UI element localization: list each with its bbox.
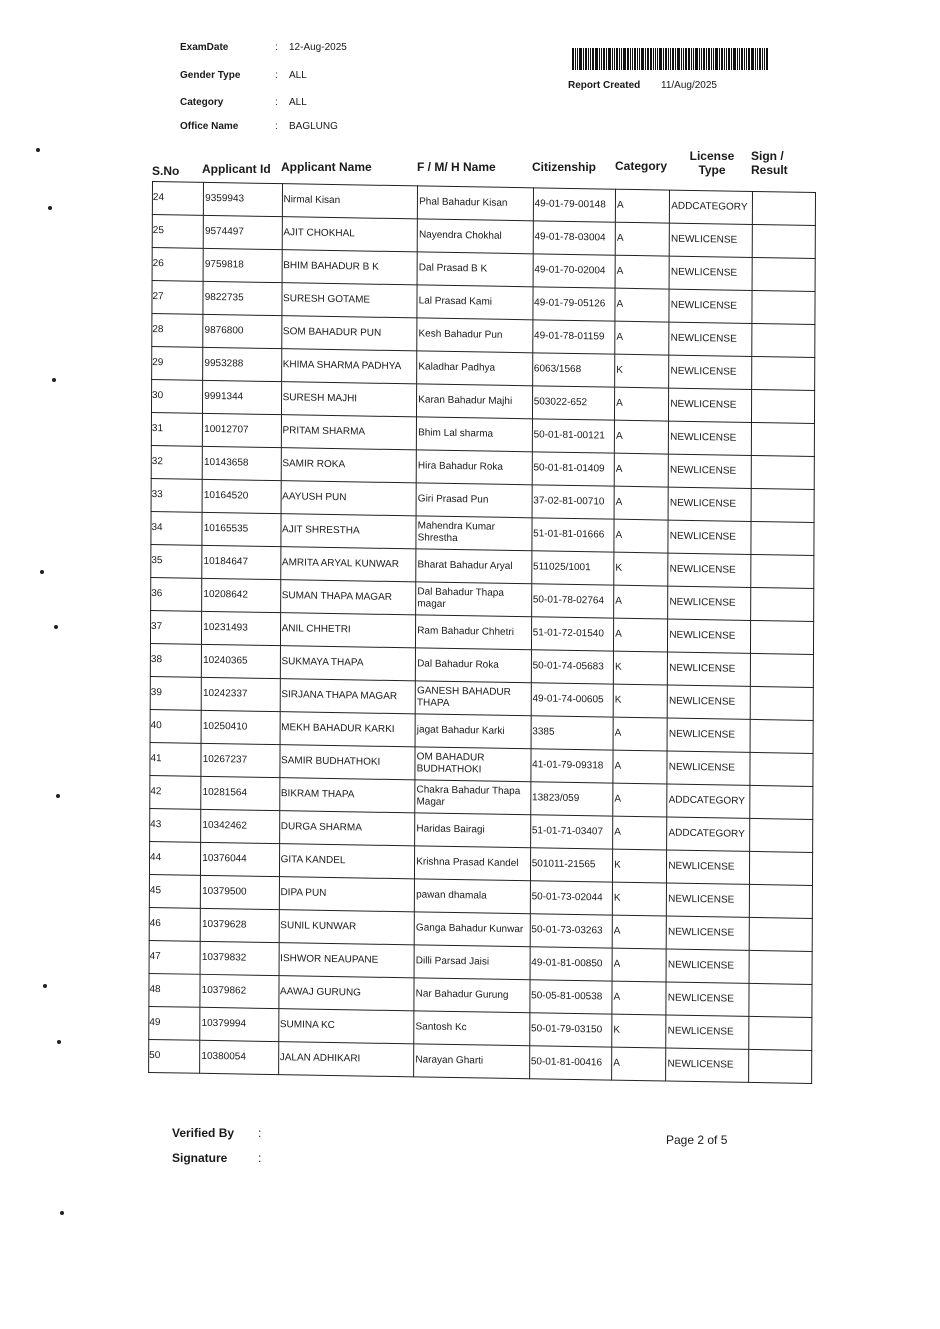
header-license-type <box>688 149 736 177</box>
row-license-type: NEWLICENSE <box>669 256 752 290</box>
row-applicant-name: SUNIL KUNWAR <box>279 910 415 945</box>
header-parent-name: F / M/ H Name <box>417 160 496 174</box>
row-parent-name: Nar Bahadur Gurung <box>414 978 530 1013</box>
row-applicant-name: SURESH GOTAME <box>281 283 417 318</box>
row-sno: 37 <box>150 610 201 644</box>
report-created-label: Report Created <box>568 80 641 91</box>
row-applicant-name: AAWAJ GURUNG <box>278 976 414 1011</box>
row-applicant-id: 9991344 <box>203 380 281 414</box>
row-sno: 29 <box>152 346 203 380</box>
row-citizenship: 51-01-81-01666 <box>532 518 615 552</box>
row-citizenship: 49-01-81-00850 <box>530 947 613 981</box>
row-citizenship: 50-01-79-03150 <box>529 1013 612 1047</box>
row-category: A <box>614 486 668 520</box>
row-citizenship: 37-02-81-00710 <box>532 485 615 519</box>
row-category: A <box>612 948 666 982</box>
signature-row <box>172 1151 261 1176</box>
row-category: A <box>614 585 668 619</box>
row-category: K <box>613 651 667 685</box>
row-category: A <box>613 717 667 751</box>
row-category: A <box>614 420 668 454</box>
row-applicant-name: SAMIR BUDHATHOKI <box>279 745 415 780</box>
row-sno: 26 <box>152 248 203 282</box>
row-citizenship: 49-01-78-03004 <box>533 221 616 255</box>
row-sno: 30 <box>151 379 202 413</box>
row-sno: 44 <box>149 841 200 875</box>
row-citizenship: 49-01-79-05126 <box>533 287 616 321</box>
category-value: ALL <box>289 97 307 108</box>
row-citizenship: 50-01-81-01409 <box>532 452 615 486</box>
row-category: A <box>615 189 669 223</box>
row-applicant-name: JALAN ADHIKARI <box>278 1042 414 1077</box>
row-applicant-id: 10143658 <box>202 446 280 480</box>
row-category: K <box>612 1014 666 1048</box>
row-parent-name: Dal Bahadur Roka <box>416 648 532 683</box>
row-parent-name: jagat Bahadur Karki <box>415 714 531 749</box>
row-sno: 49 <box>149 1006 200 1040</box>
row-category: K <box>613 684 667 718</box>
row-category: A <box>613 783 667 817</box>
row-license-type: NEWLICENSE <box>666 1015 749 1049</box>
header-license-line2: Type <box>698 163 726 177</box>
row-applicant-name: SUMAN THAPA MAGAR <box>280 580 416 615</box>
colon: : <box>275 42 278 53</box>
row-sign-result <box>749 785 813 819</box>
row-sign-result <box>751 488 815 522</box>
row-applicant-name: SURESH MAJHI <box>281 382 417 417</box>
row-applicant-id: 9876800 <box>203 314 281 348</box>
row-license-type: NEWLICENSE <box>669 289 752 323</box>
row-sign-result <box>750 686 814 720</box>
row-sign-result <box>749 884 813 918</box>
row-sign-result <box>751 389 815 423</box>
row-sno: 43 <box>150 808 201 842</box>
row-sno: 34 <box>151 511 202 545</box>
row-applicant-name: SUKMAYA THAPA <box>280 646 416 681</box>
row-applicant-id: 10281564 <box>201 776 279 810</box>
row-applicant-id: 10342462 <box>201 809 279 843</box>
row-sign-result <box>750 620 814 654</box>
row-parent-name: Narayan Gharti <box>414 1044 530 1079</box>
row-applicant-name: KHIMA SHARMA PADHYA <box>281 349 417 384</box>
barcode <box>572 48 784 70</box>
colon: : <box>275 121 278 132</box>
row-category: A <box>612 915 666 949</box>
header-sno: S.No <box>152 164 180 178</box>
category-label: Category <box>180 97 224 108</box>
row-parent-name: Lal Prasad Kami <box>417 285 533 320</box>
row-sign-result <box>749 851 813 885</box>
gender-row <box>180 70 347 97</box>
row-sno: 50 <box>149 1039 200 1073</box>
row-license-type: NEWLICENSE <box>667 751 750 785</box>
verified-by-row <box>172 1126 261 1151</box>
row-parent-name: Kesh Bahadur Pun <box>417 318 533 353</box>
row-license-type: NEWLICENSE <box>668 619 751 653</box>
row-license-type: NEWLICENSE <box>669 355 752 389</box>
row-sno: 46 <box>149 907 200 941</box>
row-applicant-id: 10242337 <box>201 677 279 711</box>
row-citizenship: 50-01-74-05683 <box>531 650 614 684</box>
row-applicant-name: SUMINA KC <box>278 1009 414 1044</box>
row-applicant-id: 9359943 <box>204 182 282 216</box>
row-sign-result <box>748 1016 812 1050</box>
row-sno: 41 <box>150 742 201 776</box>
row-applicant-id: 10012707 <box>203 413 281 447</box>
row-sign-result <box>752 191 816 225</box>
row-citizenship: 50-01-78-02764 <box>531 584 614 618</box>
row-parent-name: Kaladhar Padhya <box>417 351 533 386</box>
row-sign-result <box>751 323 815 357</box>
row-applicant-id: 10165535 <box>202 512 280 546</box>
row-applicant-name: AAYUSH PUN <box>281 481 417 516</box>
row-applicant-id: 9759818 <box>203 248 281 282</box>
row-applicant-name: BIKRAM THAPA <box>279 778 415 813</box>
row-sign-result <box>752 224 816 258</box>
row-applicant-id: 10379862 <box>200 974 278 1008</box>
row-parent-name: Ram Bahadur Chhetri <box>416 615 532 650</box>
row-sign-result <box>751 422 815 456</box>
row-citizenship: 50-01-73-02044 <box>530 881 613 915</box>
row-license-type: NEWLICENSE <box>669 322 752 356</box>
row-license-type: NEWLICENSE <box>666 949 749 983</box>
row-citizenship: 50-01-73-03263 <box>530 914 613 948</box>
row-category: A <box>615 255 669 289</box>
row-applicant-name: DIPA PUN <box>279 877 415 912</box>
row-license-type: NEWLICENSE <box>669 223 752 257</box>
row-parent-name: Dal Prasad B K <box>417 252 533 287</box>
row-applicant-name: MEKH BAHADUR KARKI <box>280 712 416 747</box>
header-category: Category <box>615 159 668 173</box>
row-parent-name: Phal Bahadur Kisan <box>418 186 534 221</box>
row-parent-name: Bharat Bahadur Aryal <box>416 549 532 584</box>
row-sno: 25 <box>152 215 203 249</box>
row-sign-result <box>750 653 814 687</box>
office-value: BAGLUNG <box>289 121 338 132</box>
header-citizenship: Citizenship <box>532 160 597 174</box>
row-sno: 47 <box>149 940 200 974</box>
row-license-type: NEWLICENSE <box>667 685 750 719</box>
row-parent-name: GANESH BAHADUR THAPA <box>415 681 531 716</box>
table-header <box>150 148 822 182</box>
row-citizenship: 51-01-71-03407 <box>530 815 613 849</box>
header-sign-line2: Result <box>751 163 788 177</box>
header-license-line1: License <box>689 149 735 163</box>
row-license-type: NEWLICENSE <box>668 586 751 620</box>
exam-date-value: 12-Aug-2025 <box>289 42 347 53</box>
row-category: K <box>612 882 666 916</box>
row-sno: 39 <box>150 676 201 710</box>
row-license-type: NEWLICENSE <box>666 982 749 1016</box>
row-citizenship: 501011-21565 <box>530 848 613 882</box>
office-label: Office Name <box>180 121 239 132</box>
row-category: K <box>615 354 669 388</box>
row-sign-result <box>748 1049 812 1083</box>
row-category: A <box>614 453 668 487</box>
row-citizenship: 50-01-81-00416 <box>529 1046 612 1080</box>
row-parent-name: Karan Bahadur Majhi <box>417 384 533 419</box>
gender-value: ALL <box>289 70 307 81</box>
row-applicant-name: SIRJANA THAPA MAGAR <box>280 679 416 714</box>
row-category: A <box>614 618 668 652</box>
colon: : <box>275 97 278 108</box>
row-sign-result <box>750 587 814 621</box>
row-applicant-name: BHIM BAHADUR B K <box>282 250 418 285</box>
header-sign-line1: Sign / <box>751 149 784 163</box>
row-parent-name: Chakra Bahadur Thapa Magar <box>415 780 531 815</box>
row-license-type: NEWLICENSE <box>667 883 750 917</box>
row-parent-name: Krishna Prasad Kandel <box>415 846 531 881</box>
row-citizenship: 50-01-81-00121 <box>532 419 615 453</box>
row-category: A <box>615 288 669 322</box>
row-license-type: ADDCATEGORY <box>667 817 750 851</box>
exam-date-row <box>180 42 347 70</box>
row-sno: 28 <box>152 313 203 347</box>
row-sign-result <box>750 719 814 753</box>
row-sign-result <box>749 818 813 852</box>
row-parent-name: pawan dhamala <box>414 879 530 914</box>
row-parent-name: OM BAHADUR BUDHATHOKI <box>415 747 531 782</box>
row-citizenship: 50-05-81-00538 <box>530 980 613 1014</box>
row-citizenship: 51-01-72-01540 <box>531 617 614 651</box>
row-license-type: NEWLICENSE <box>667 850 750 884</box>
row-category: K <box>613 849 667 883</box>
row-license-type: NEWLICENSE <box>668 454 751 488</box>
row-sno: 24 <box>152 182 203 216</box>
row-category: A <box>615 222 669 256</box>
row-parent-name: Santosh Kc <box>414 1011 530 1046</box>
row-sign-result <box>750 752 814 786</box>
row-sno: 32 <box>151 445 202 479</box>
row-parent-name: Dilli Parsad Jaisi <box>414 945 530 980</box>
row-citizenship: 511025/1001 <box>531 551 614 585</box>
row-sno: 36 <box>151 577 202 611</box>
row-applicant-id: 10250410 <box>201 710 279 744</box>
row-applicant-id: 10184647 <box>202 545 280 579</box>
signature-label: Signature <box>172 1151 228 1165</box>
colon: : <box>258 1126 262 1140</box>
row-applicant-name: SOM BAHADUR PUN <box>281 316 417 351</box>
verified-by-label: Verified By <box>172 1126 235 1140</box>
verification-block <box>172 1126 261 1176</box>
row-category: A <box>614 519 668 553</box>
row-applicant-name: AJIT CHOKHAL <box>282 217 418 252</box>
row-parent-name: Giri Prasad Pun <box>416 483 532 518</box>
row-license-type: NEWLICENSE <box>667 718 750 752</box>
row-sign-result <box>752 290 816 324</box>
row-sno: 33 <box>151 478 202 512</box>
row-parent-name: Dal Bahadur Thapa magar <box>416 582 532 617</box>
row-applicant-name: ANIL CHHETRI <box>280 613 416 648</box>
row-applicant-id: 10380054 <box>200 1040 278 1074</box>
row-license-type: NEWLICENSE <box>668 652 751 686</box>
row-license-type: ADDCATEGORY <box>670 190 753 224</box>
row-license-type: NEWLICENSE <box>668 553 751 587</box>
row-sno: 48 <box>149 973 200 1007</box>
row-sign-result <box>749 983 813 1017</box>
row-category: A <box>613 750 667 784</box>
row-applicant-id: 9953288 <box>203 347 281 381</box>
row-sign-result <box>751 521 815 555</box>
row-applicant-name: AMRITA ARYAL KUNWAR <box>280 547 416 582</box>
row-applicant-id: 9574497 <box>203 215 281 249</box>
row-category: A <box>613 816 667 850</box>
row-applicant-id: 10240365 <box>202 644 280 678</box>
row-citizenship: 3385 <box>531 716 614 750</box>
colon: : <box>258 1151 262 1165</box>
row-applicant-id: 10379628 <box>200 908 278 942</box>
row-sno: 40 <box>150 709 201 743</box>
row-applicant-name: GITA KANDEL <box>279 844 415 879</box>
row-sign-result <box>749 917 813 951</box>
row-sno: 38 <box>150 643 201 677</box>
row-license-type: NEWLICENSE <box>669 388 752 422</box>
report-metadata <box>180 42 347 149</box>
row-sign-result <box>749 950 813 984</box>
office-row <box>180 121 347 149</box>
row-license-type: NEWLICENSE <box>669 421 752 455</box>
row-citizenship: 503022-652 <box>532 386 615 420</box>
row-category: A <box>612 1047 666 1081</box>
row-sno: 35 <box>151 544 202 578</box>
row-license-type: NEWLICENSE <box>668 520 751 554</box>
row-applicant-id: 9822735 <box>203 281 281 315</box>
row-applicant-name: DURGA SHARMA <box>279 811 415 846</box>
applicant-table <box>148 181 816 1084</box>
category-row <box>180 97 347 121</box>
exam-date-label: ExamDate <box>180 42 229 53</box>
row-license-type: ADDCATEGORY <box>667 784 750 818</box>
row-license-type: NEWLICENSE <box>668 487 751 521</box>
row-parent-name: Hira Bahadur Roka <box>416 450 532 485</box>
row-applicant-id: 10231493 <box>202 611 280 645</box>
row-applicant-id: 10376044 <box>201 842 279 876</box>
row-applicant-id: 10379832 <box>200 941 278 975</box>
row-sno: 27 <box>152 281 203 315</box>
row-parent-name: Ganga Bahadur Kunwar <box>414 912 530 947</box>
row-sno: 31 <box>151 412 202 446</box>
header-applicant-id: Applicant Id <box>202 162 271 176</box>
row-sno: 45 <box>149 874 200 908</box>
row-sign-result <box>750 554 814 588</box>
row-sign-result <box>752 257 816 291</box>
report-created-date: 11/Aug/2025 <box>661 80 717 91</box>
row-parent-name: Nayendra Chokhal <box>417 219 533 254</box>
row-applicant-name: ISHWOR NEAUPANE <box>279 943 415 978</box>
row-citizenship: 41-01-79-09318 <box>531 749 614 783</box>
row-applicant-name: AJIT SHRESTHA <box>280 514 416 549</box>
row-parent-name: Bhim Lal sharma <box>417 417 533 452</box>
row-parent-name: Haridas Bairagi <box>415 813 531 848</box>
row-license-type: NEWLICENSE <box>666 1048 749 1082</box>
report-created <box>568 80 717 91</box>
header-sign-result <box>751 149 788 177</box>
row-applicant-id: 10164520 <box>202 479 280 513</box>
row-applicant-id: 10267237 <box>201 743 279 777</box>
header-applicant-name: Applicant Name <box>281 160 372 174</box>
row-category: A <box>615 321 669 355</box>
row-license-type: NEWLICENSE <box>666 916 749 950</box>
row-applicant-name: SAMIR ROKA <box>281 448 417 483</box>
row-citizenship: 6063/1568 <box>532 353 615 387</box>
row-citizenship: 49-01-74-00605 <box>531 683 614 717</box>
row-citizenship: 49-01-70-02004 <box>533 254 616 288</box>
gender-label: Gender Type <box>180 70 241 81</box>
row-applicant-id: 10379500 <box>201 875 279 909</box>
row-applicant-name: PRITAM SHARMA <box>281 415 417 450</box>
row-category: K <box>614 552 668 586</box>
row-applicant-id: 10379994 <box>200 1007 278 1041</box>
page-indicator: Page 2 of 5 <box>666 1133 728 1147</box>
row-citizenship: 13823/059 <box>530 782 613 816</box>
row-category: A <box>615 387 669 421</box>
row-sno: 42 <box>150 775 201 809</box>
row-parent-name: Mahendra Kumar Shrestha <box>416 516 532 551</box>
row-applicant-name: Nirmal Kisan <box>282 184 418 219</box>
row-applicant-id: 10208642 <box>202 578 280 612</box>
colon: : <box>275 70 278 81</box>
row-citizenship: 49-01-78-01159 <box>532 320 615 354</box>
row-category: A <box>612 981 666 1015</box>
row-sign-result <box>751 356 815 390</box>
row-sign-result <box>751 455 815 489</box>
row-citizenship: 49-01-79-00148 <box>533 188 616 222</box>
